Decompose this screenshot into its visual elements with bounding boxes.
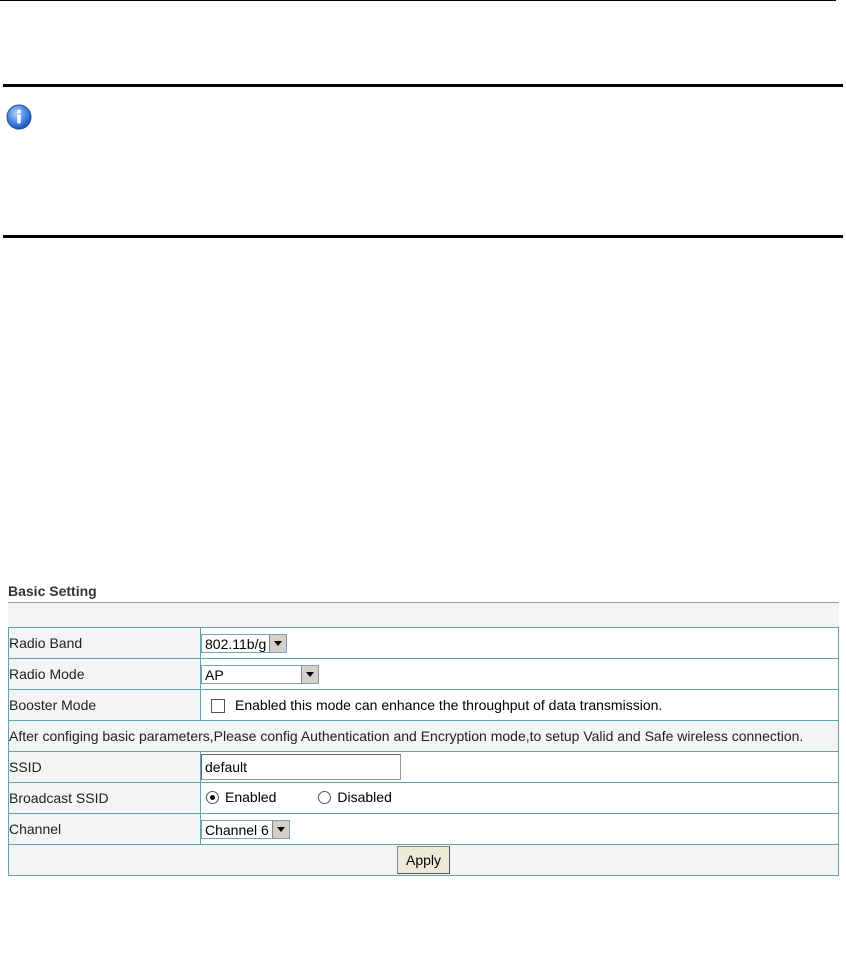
panel-title: Basic Setting (8, 581, 839, 603)
row-radio-band (9, 628, 839, 659)
radio-mode-cell (201, 659, 839, 690)
booster-mode-cell (201, 690, 839, 721)
channel-select[interactable] (201, 820, 290, 839)
radio-band-cell (201, 628, 839, 659)
settings-table (8, 627, 839, 876)
row-ssid (9, 752, 839, 783)
channel-value: Channel 6 (205, 821, 269, 838)
row-apply (9, 845, 839, 876)
chevron-down-icon[interactable] (301, 666, 318, 683)
top-divider (0, 0, 836, 1)
booster-mode-checkbox[interactable] (211, 699, 225, 713)
booster-mode-description: Enabled this mode can enhance the throughput of data transmission. (235, 696, 663, 713)
ssid-input[interactable]: default (201, 754, 401, 780)
broadcast-ssid-disabled-radio[interactable] (318, 791, 331, 804)
note-bottom-rule (3, 235, 843, 238)
broadcast-ssid-enabled-radio[interactable] (206, 791, 219, 804)
panel-header-spacer (8, 603, 839, 627)
booster-mode-label: Booster Mode (9, 690, 201, 721)
config-note: After configing basic parameters,Please config Authentication and Encryption mode,to setup Valid and Safe wireless connection. (9, 721, 839, 752)
broadcast-ssid-cell (201, 783, 839, 814)
channel-cell (201, 814, 839, 845)
row-note (9, 721, 839, 752)
radio-mode-label: Radio Mode (9, 659, 201, 690)
apply-cell (9, 845, 839, 876)
row-channel (9, 814, 839, 845)
radio-band-select[interactable] (201, 634, 287, 653)
radio-mode-select[interactable] (201, 665, 319, 684)
broadcast-ssid-options (206, 789, 392, 805)
note-top-rule (3, 84, 843, 87)
broadcast-ssid-enabled-label[interactable]: Enabled (225, 789, 277, 806)
chevron-down-icon[interactable] (269, 635, 286, 652)
ssid-label: SSID (9, 752, 201, 783)
info-icon (6, 104, 32, 130)
chevron-down-icon[interactable] (272, 821, 289, 838)
apply-button[interactable]: Apply (397, 846, 450, 874)
radio-band-value: 802.11b/g (205, 635, 267, 652)
row-booster-mode (9, 690, 839, 721)
row-broadcast-ssid (9, 783, 839, 814)
ssid-cell (201, 752, 839, 783)
basic-setting-panel (8, 581, 839, 876)
radio-band-label: Radio Band (9, 628, 201, 659)
radio-mode-value: AP (205, 666, 224, 683)
broadcast-ssid-disabled-label[interactable]: Disabled (337, 789, 392, 806)
row-radio-mode (9, 659, 839, 690)
channel-label: Channel (9, 814, 201, 845)
broadcast-ssid-label: Broadcast SSID (9, 783, 201, 814)
